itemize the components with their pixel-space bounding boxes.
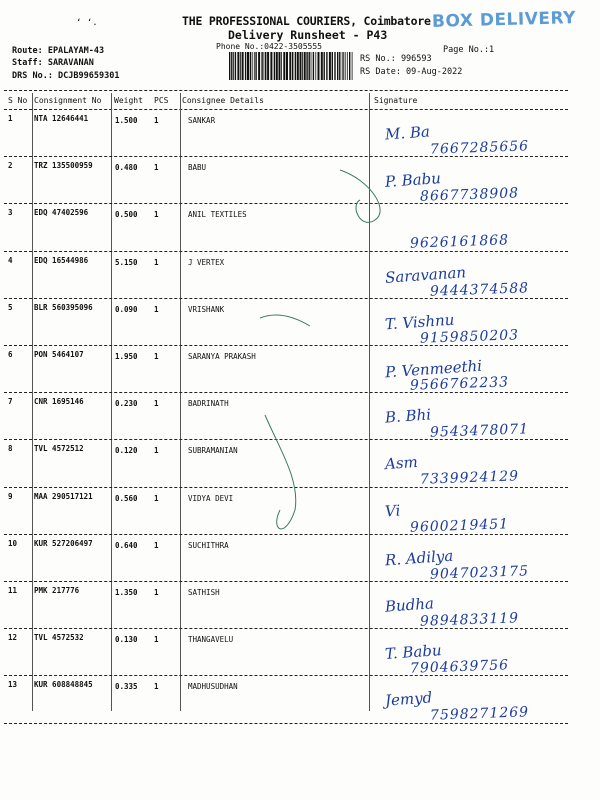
consignment-number: EDQ 47402596 xyxy=(34,208,89,218)
signature-handwriting: R. Adilya xyxy=(384,546,454,570)
consignment-number: NTA 12646441 xyxy=(34,114,89,123)
weight-value: 1.350 xyxy=(115,588,138,597)
pcs-value: 1 xyxy=(154,446,159,456)
weight-value: 0.120 xyxy=(115,446,138,456)
row-sno: 9 xyxy=(8,491,13,501)
consignment-number: TVL 4572512 xyxy=(34,444,84,454)
row-sno: 8 xyxy=(8,444,13,454)
staff-label: Staff: SARAVANAN xyxy=(12,58,94,68)
row-divider xyxy=(4,628,568,629)
weight-value: 5.150 xyxy=(115,257,138,267)
consignment-number: TRZ 135500959 xyxy=(34,161,93,171)
consignee-name: SANKAR xyxy=(188,116,216,125)
consignment-number: KUR 608848845 xyxy=(34,680,93,690)
weight-value: 1.950 xyxy=(115,352,138,361)
company-title: THE PROFESSIONAL COURIERS, Coimbatore xyxy=(182,14,431,28)
signature-phone: 9444374588 xyxy=(429,279,530,300)
signature-phone: 9566762233 xyxy=(409,374,510,394)
consignment-number: TVL 4572532 xyxy=(34,633,84,643)
signature-phone: 7667285656 xyxy=(429,138,530,158)
signature-phone: 9543478071 xyxy=(429,421,530,441)
pcs-value: 1 xyxy=(154,682,159,692)
consignee-name: MADHUSUDHAN xyxy=(188,682,238,692)
pcs-value: 1 xyxy=(154,635,159,645)
pcs-value: 1 xyxy=(154,257,159,267)
consignment-number: CNR 1695146 xyxy=(34,397,84,407)
row-sno: 6 xyxy=(8,350,13,359)
row-divider xyxy=(4,723,568,724)
col-rule xyxy=(111,93,112,711)
weight-value: 0.230 xyxy=(115,399,138,409)
signature-handwriting: P. Babu xyxy=(384,169,442,192)
weight-value: 1.500 xyxy=(115,116,138,125)
phone-number: Phone No.:0422-3505555 xyxy=(216,42,322,51)
row-sno: 5 xyxy=(8,302,13,312)
signature-handwriting: M. Ba xyxy=(384,122,431,144)
route-label: Route: EPALAYAM-43 xyxy=(12,46,105,56)
drs-number: DRS No.: DCJB99659301 xyxy=(12,71,120,81)
pcs-value: 1 xyxy=(154,493,159,503)
consignment-number: MAA 290517121 xyxy=(34,491,93,501)
row-sno: 11 xyxy=(8,586,18,595)
pcs-value: 1 xyxy=(154,116,159,125)
consignee-name: VIDYA DEVI xyxy=(188,493,234,503)
signature-phone: 9894833119 xyxy=(419,610,520,630)
weight-value: 0.500 xyxy=(115,210,138,220)
row-sno: 12 xyxy=(8,633,18,643)
signature-phone: 9600219451 xyxy=(409,515,510,536)
signature-handwriting: Asm xyxy=(384,453,419,474)
row-sno: 4 xyxy=(8,255,13,265)
signature-handwriting: B. Bhi xyxy=(384,405,432,427)
row-divider xyxy=(4,581,568,582)
barcode xyxy=(229,52,354,80)
page-number: Page No.:1 xyxy=(443,45,495,55)
consignee-name: SATHISH xyxy=(188,588,220,597)
signature-handwriting: Jemyd xyxy=(384,688,433,711)
table-top-rule xyxy=(4,90,568,91)
consignee-name: VRISHANK xyxy=(188,304,225,314)
consignee-name: THANGAVELU xyxy=(188,635,234,645)
signature-phone: 8667738908 xyxy=(419,185,520,205)
signature-handwriting: T. Vishnu xyxy=(384,310,455,334)
col-consignee: Consignee Details xyxy=(182,96,264,105)
row-sno: 10 xyxy=(8,538,18,548)
signature-phone: 9626161868 xyxy=(409,232,510,253)
row-sno: 1 xyxy=(8,114,13,123)
consignee-name: SARANYA PRAKASH xyxy=(188,352,256,361)
col-sno: S No xyxy=(8,96,28,105)
pcs-value: 1 xyxy=(154,540,159,550)
pcs-value: 1 xyxy=(154,163,159,173)
scan-mark: ʻ ʻ. xyxy=(76,18,98,28)
consignment-number: EDQ 16544986 xyxy=(34,255,89,265)
pcs-value: 1 xyxy=(154,210,159,220)
consignment-number: PON 5464107 xyxy=(34,350,84,359)
consignee-name: BADRINATH xyxy=(188,399,229,409)
col-consignment: Consignment No xyxy=(34,96,102,105)
pcs-value: 1 xyxy=(154,352,159,361)
consignee-name: SUBRAMANIAN xyxy=(188,446,238,456)
row-sno: 3 xyxy=(8,208,13,218)
consignment-number: PMK 217776 xyxy=(34,586,80,595)
consignee-name: ANIL TEXTILES xyxy=(188,210,247,220)
weight-value: 0.640 xyxy=(115,540,138,550)
col-signature: Signature xyxy=(374,96,418,105)
pcs-value: 1 xyxy=(154,304,159,314)
consignee-name: SUCHITHRA xyxy=(188,540,229,550)
consignment-number: BLR 560395096 xyxy=(34,302,93,312)
runsheet-subtitle: Delivery Runsheet - P43 xyxy=(228,28,388,42)
row-sno: 13 xyxy=(8,680,18,690)
row-sno: 2 xyxy=(8,161,13,171)
consignee-name: J VERTEX xyxy=(188,257,225,267)
signature-handwriting: Vi xyxy=(384,501,401,521)
consignee-name: BABU xyxy=(188,163,207,173)
weight-value: 0.090 xyxy=(115,304,138,314)
rs-number: RS No.: 996593 xyxy=(360,54,432,64)
col-rule xyxy=(32,93,33,711)
signature-phone: 9159850203 xyxy=(419,327,520,347)
row-divider xyxy=(4,675,568,676)
weight-value: 0.480 xyxy=(115,163,138,173)
rs-date: RS Date: 09-Aug-2022 xyxy=(360,67,463,77)
signature-handwriting: T. Babu xyxy=(384,641,443,664)
signature-handwriting: Saravanan xyxy=(384,262,467,287)
signature-handwriting: Budha xyxy=(384,594,435,616)
col-pcs: PCS xyxy=(154,96,169,105)
signature-phone: 7904639756 xyxy=(409,657,510,677)
col-rule xyxy=(180,93,181,711)
table-header-rule xyxy=(4,109,568,110)
weight-value: 0.130 xyxy=(115,635,138,645)
pcs-value: 1 xyxy=(154,399,159,409)
consignment-number: KUR 527206497 xyxy=(34,538,93,548)
signature-phone: 7339924129 xyxy=(419,468,520,489)
col-weight: Weight xyxy=(114,96,143,105)
signature-phone: 7598271269 xyxy=(429,704,530,725)
signature-phone: 9047023175 xyxy=(429,563,530,583)
pen-scribbles xyxy=(240,150,483,570)
pcs-value: 1 xyxy=(154,588,159,597)
weight-value: 0.335 xyxy=(115,682,138,692)
row-sno: 7 xyxy=(8,397,13,407)
signature-handwriting: P. Venmeethi xyxy=(384,356,483,382)
box-delivery-stamp: BOX DELIVERY xyxy=(431,8,577,32)
weight-value: 0.560 xyxy=(115,493,138,503)
